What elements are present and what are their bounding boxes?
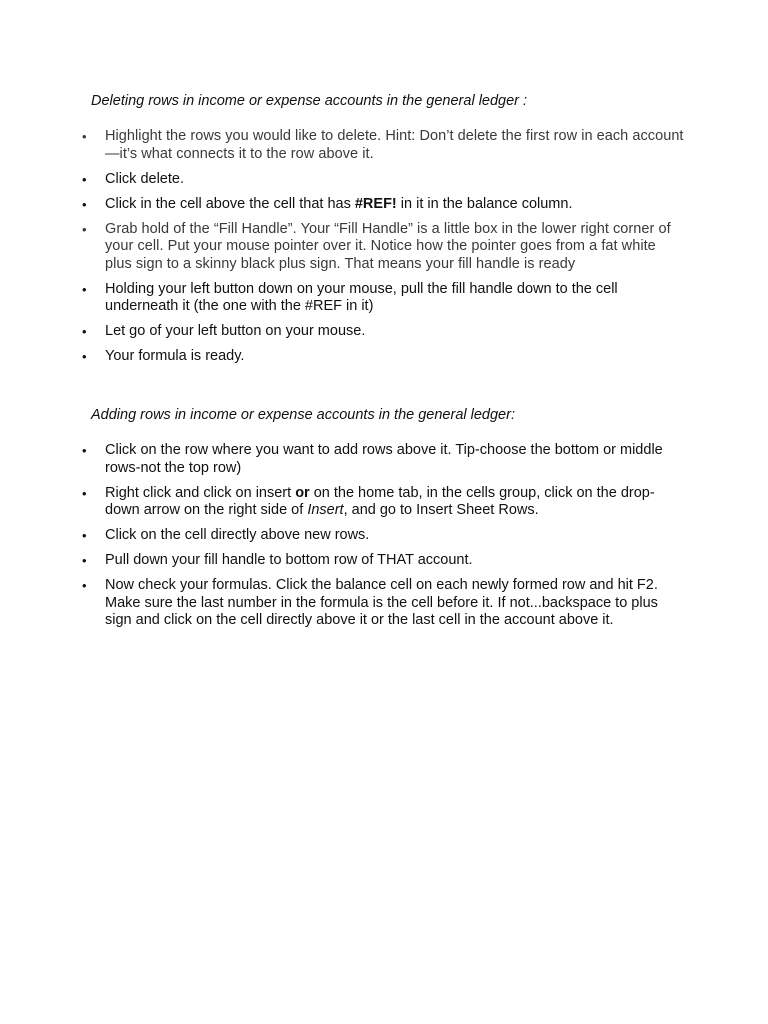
list-item-text: Your formula is ready.: [105, 348, 245, 364]
deleting-rows-list: [80, 128, 685, 373]
list-item: [80, 485, 685, 520]
insert-italic-text: Insert: [307, 502, 344, 518]
bullet-icon: •: [82, 281, 87, 297]
bullet-icon: •: [82, 221, 87, 237]
list-item-text-pre: Right click and click on insert: [105, 484, 296, 501]
bullet-icon: •: [82, 443, 87, 458]
list-item: [80, 128, 685, 163]
list-item: [80, 552, 685, 570]
list-item-text: Let go of your left button on your mouse.: [105, 323, 366, 339]
list-item-text: Click on the row where you want to add rows above it. Tip-choose the bottom or middle rows-not the top row): [105, 442, 663, 476]
list-item: [80, 577, 685, 630]
list-item: [80, 527, 685, 545]
list-item: [80, 348, 685, 366]
list-item: [80, 221, 685, 274]
list-item: [80, 323, 685, 341]
list-item: [80, 171, 685, 189]
list-item-text-post: , and go to Insert Sheet Rows.: [343, 502, 539, 518]
list-item-text: Highlight the rows you would like to delete. Hint: Don’t delete the first row in each account—it’s what connects it to the row above it.: [105, 128, 684, 162]
section-heading-deleting-rows: Deleting rows in income or expense accounts in the general ledger :: [91, 93, 528, 109]
section-heading-adding-rows: Adding rows in income or expense accounts in the general ledger:: [91, 407, 515, 423]
bullet-icon: •: [82, 553, 87, 568]
ref-error-text: #REF!: [354, 195, 397, 212]
or-bold-text: or: [295, 484, 310, 501]
list-item-text: Pull down your fill handle to bottom row of THAT account.: [105, 552, 473, 568]
list-item-text: Click delete.: [105, 170, 184, 187]
bullet-icon: •: [82, 349, 87, 364]
list-item-text: Click on the cell directly above new rows.: [105, 527, 370, 543]
list-item-text: Grab hold of the “Fill Handle”. Your “Fill Handle” is a little box in the lower right corner of your cell. Put your mouse pointer over it. Notice how the pointer goes from a fat white plus sign to a skinny black plus sign. That means your fill handle is ready: [105, 220, 671, 272]
bullet-icon: •: [82, 528, 87, 543]
list-item: [80, 442, 685, 477]
list-item: [80, 281, 685, 316]
bullet-icon: •: [82, 171, 87, 187]
adding-rows-list: [80, 442, 685, 637]
bullet-icon: •: [82, 578, 87, 593]
list-item-text-pre: Click in the cell above the cell that has: [105, 195, 355, 212]
list-item-text-post: in it in the balance column.: [396, 195, 573, 212]
bullet-icon: •: [82, 196, 87, 212]
bullet-icon: •: [82, 129, 87, 144]
list-item-text-mid: on the home tab, in the cells group, click on the drop-down arrow on the right side of: [105, 484, 655, 518]
list-item-text: Now check your formulas. Click the balance cell on each newly formed row and hit F2. Make sure the last number in the formula is the cell before it. If not...backspace to plus sign and click on the cell directly above it or the last cell in the account above it.: [105, 577, 658, 628]
bullet-icon: •: [82, 485, 87, 501]
list-item-text: Holding your left button down on your mouse, pull the fill handle down to the cell underneath it (the one with the #REF in it): [105, 280, 618, 314]
bullet-icon: •: [82, 324, 87, 339]
list-item: [80, 196, 685, 214]
